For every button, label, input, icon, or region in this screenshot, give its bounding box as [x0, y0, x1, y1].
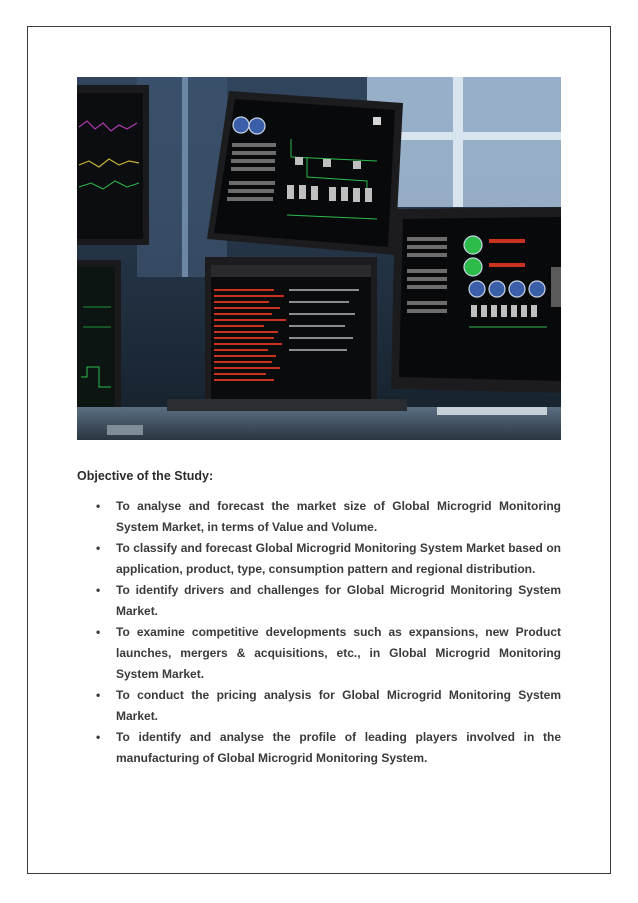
objective-heading: Objective of the Study:	[77, 469, 214, 483]
bullet-icon: •	[96, 730, 101, 744]
list-item	[77, 580, 561, 622]
objective-text: To identify drivers and challenges for Global Microgrid Monitoring System Market.	[116, 583, 561, 618]
list-item	[77, 622, 561, 685]
control-room-photo	[77, 77, 561, 440]
bullet-icon: •	[96, 499, 101, 513]
objective-text: To analyse and forecast the market size of Global Microgrid Monitoring System Market, in terms of Value and Volume.	[116, 499, 561, 534]
objectives-list	[77, 496, 561, 769]
monitor-lower-left	[77, 260, 121, 420]
objective-text: To conduct the pricing analysis for Global Microgrid Monitoring System Market.	[116, 688, 561, 723]
bullet-icon: •	[96, 541, 101, 555]
list-item	[77, 685, 561, 727]
objective-text: To examine competitive developments such as expansions, new Product launches, mergers & acquisitions, etc., in Global Microgrid Monitoring System Market.	[116, 625, 561, 681]
objective-text: To classify and forecast Global Microgrid Monitoring System Market based on application, product, type, consumption pattern and regional distribution.	[116, 541, 561, 576]
objective-text: To identify and analyse the profile of leading players involved in the manufacturing of Global Microgrid Monitoring System.	[116, 730, 561, 765]
list-item	[77, 496, 561, 538]
monitor-top-center	[207, 91, 403, 255]
bullet-icon: •	[96, 625, 101, 639]
monitor-center-lower	[205, 257, 377, 409]
monitor-right	[391, 207, 561, 393]
bullet-icon: •	[96, 583, 101, 597]
list-item	[77, 538, 561, 580]
list-item	[77, 727, 561, 769]
bullet-icon: •	[96, 688, 101, 702]
monitor-left	[77, 85, 149, 245]
